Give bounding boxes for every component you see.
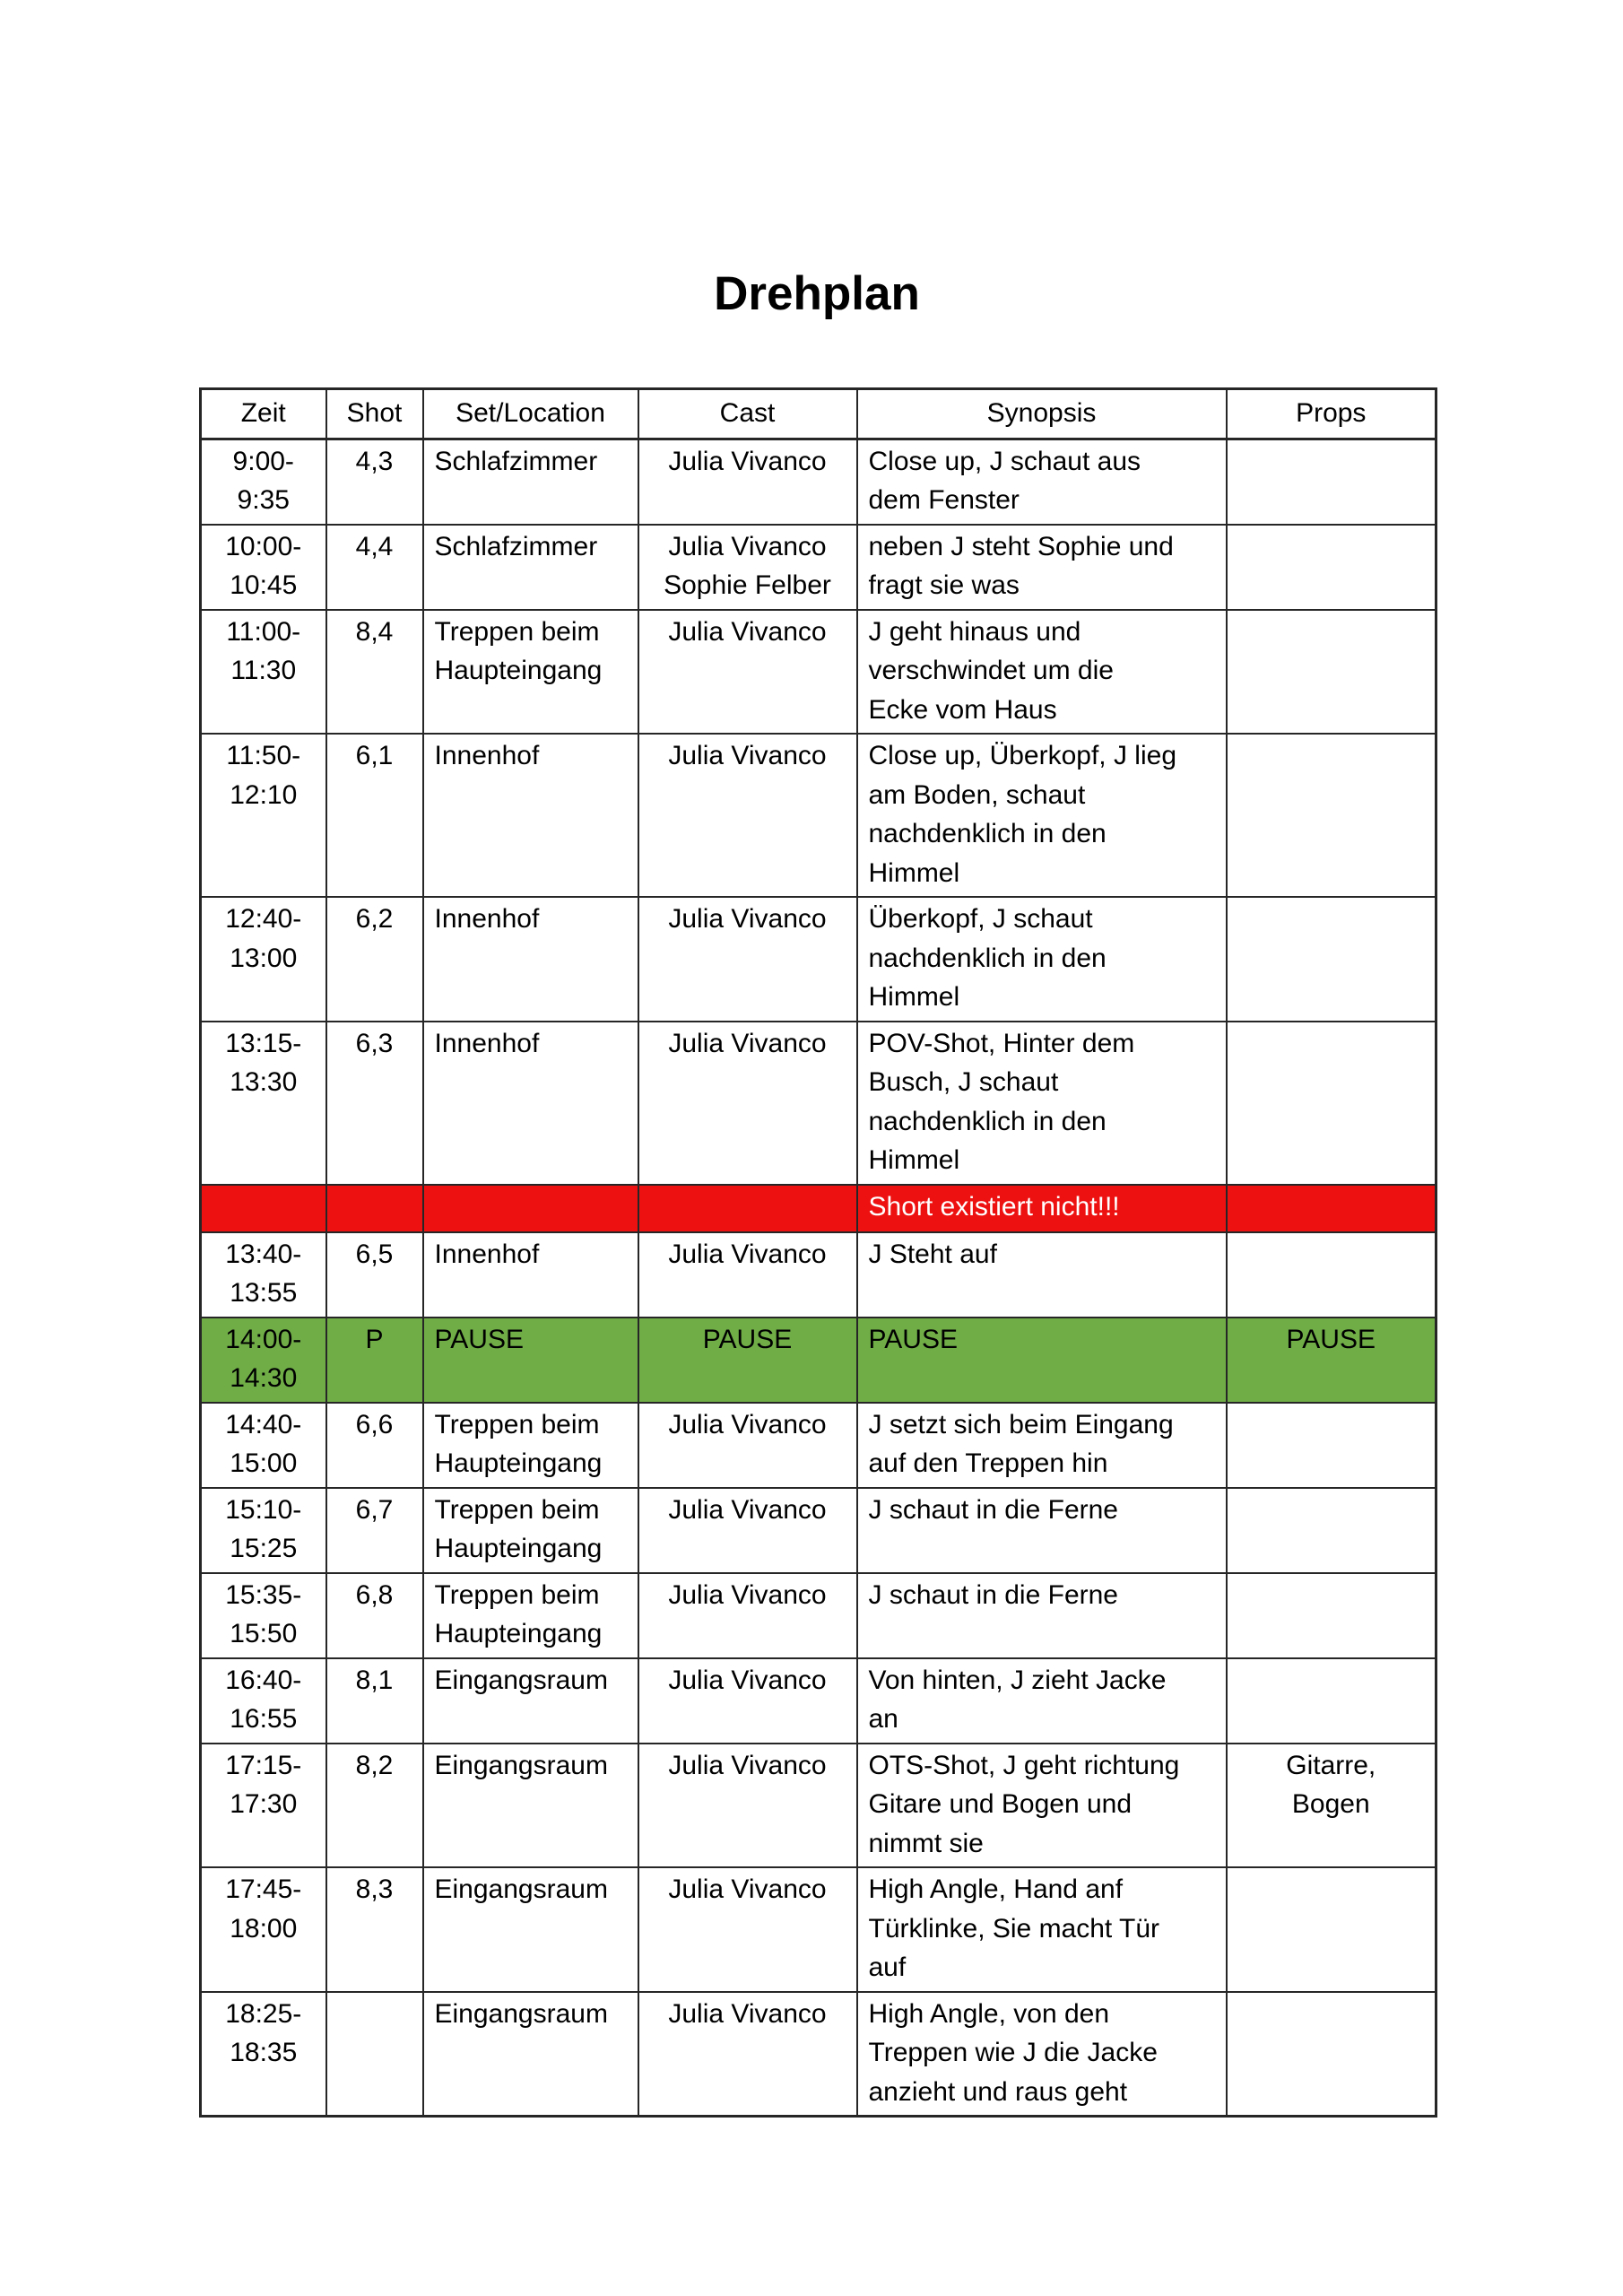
cell-cast: Julia Vivanco [638, 439, 857, 525]
table-row [201, 1992, 1436, 2117]
table-row [201, 1232, 1436, 1318]
cell-synopsis: Short existiert nicht!!! [857, 1185, 1227, 1232]
cell-set: Treppen beim Haupteingang [423, 1573, 638, 1658]
cell-zeit: 12:40- 13:00 [201, 897, 326, 1022]
cell-cast: Julia Vivanco [638, 1658, 857, 1744]
cell-zeit [201, 1185, 326, 1232]
cell-shot: 6,1 [326, 734, 423, 897]
cell-synopsis: PAUSE [857, 1318, 1227, 1403]
cell-props [1227, 1992, 1436, 2117]
table-row [201, 1403, 1436, 1488]
cell-props [1227, 1232, 1436, 1318]
table-row [201, 525, 1436, 610]
cell-shot [326, 1185, 423, 1232]
cell-zeit: 16:40- 16:55 [201, 1658, 326, 1744]
cell-cast: Julia Vivanco [638, 734, 857, 897]
cell-synopsis: J setzt sich beim Eingang auf den Treppen hin [857, 1403, 1227, 1488]
column-header-set: Set/Location [423, 389, 638, 439]
cell-cast: Julia Vivanco [638, 1403, 857, 1488]
table-row [201, 610, 1436, 735]
cell-synopsis: Überkopf, J schaut nachdenklich in den Himmel [857, 897, 1227, 1022]
cell-set: Treppen beim Haupteingang [423, 610, 638, 735]
cell-shot: 6,6 [326, 1403, 423, 1488]
cell-set: Innenhof [423, 1232, 638, 1318]
cell-props [1227, 1867, 1436, 1992]
cell-set: PAUSE [423, 1318, 638, 1403]
cell-shot: 8,1 [326, 1658, 423, 1744]
cell-zeit: 15:10- 15:25 [201, 1488, 326, 1573]
cell-zeit: 10:00- 10:45 [201, 525, 326, 610]
cell-props [1227, 1022, 1436, 1185]
cell-shot: 8,2 [326, 1744, 423, 1868]
cell-set: Eingangsraum [423, 1867, 638, 1992]
cell-shot: 4,4 [326, 525, 423, 610]
cell-shot: 6,2 [326, 897, 423, 1022]
cell-set: Treppen beim Haupteingang [423, 1403, 638, 1488]
column-header-shot: Shot [326, 389, 423, 439]
cell-shot: 6,7 [326, 1488, 423, 1573]
cell-set: Eingangsraum [423, 1744, 638, 1868]
cell-zeit: 13:40- 13:55 [201, 1232, 326, 1318]
cell-zeit: 11:50- 12:10 [201, 734, 326, 897]
cell-shot [326, 1992, 423, 2117]
column-header-cast: Cast [638, 389, 857, 439]
table-head [201, 389, 1436, 439]
table-row [201, 1318, 1436, 1403]
cell-cast [638, 1185, 857, 1232]
cell-synopsis: High Angle, Hand anf Türklinke, Sie macht Tür auf [857, 1867, 1227, 1992]
table-row [201, 734, 1436, 897]
cell-set: Eingangsraum [423, 1658, 638, 1744]
cell-cast: Julia Vivanco Sophie Felber [638, 525, 857, 610]
column-header-zeit: Zeit [201, 389, 326, 439]
cell-cast: PAUSE [638, 1318, 857, 1403]
cell-shot: 6,8 [326, 1573, 423, 1658]
cell-zeit: 17:45- 18:00 [201, 1867, 326, 1992]
table-row [201, 1185, 1436, 1232]
page-title: Drehplan [714, 267, 920, 320]
cell-props: Gitarre, Bogen [1227, 1744, 1436, 1868]
table-row [201, 439, 1436, 525]
cell-shot: 8,4 [326, 610, 423, 735]
cell-props [1227, 897, 1436, 1022]
cell-zeit: 14:00- 14:30 [201, 1318, 326, 1403]
shooting-schedule-table [199, 387, 1437, 2118]
cell-cast: Julia Vivanco [638, 1867, 857, 1992]
cell-synopsis: J Steht auf [857, 1232, 1227, 1318]
cell-set: Schlafzimmer [423, 525, 638, 610]
cell-zeit: 17:15- 17:30 [201, 1744, 326, 1868]
table-row [201, 1488, 1436, 1573]
cell-set [423, 1185, 638, 1232]
cell-props [1227, 439, 1436, 525]
cell-shot: 8,3 [326, 1867, 423, 1992]
cell-zeit: 18:25- 18:35 [201, 1992, 326, 2117]
table-row [201, 1744, 1436, 1868]
cell-set: Innenhof [423, 1022, 638, 1185]
cell-props [1227, 610, 1436, 735]
cell-synopsis: Close up, J schaut aus dem Fenster [857, 439, 1227, 525]
column-header-props: Props [1227, 389, 1436, 439]
cell-set: Treppen beim Haupteingang [423, 1488, 638, 1573]
cell-synopsis: J schaut in die Ferne [857, 1488, 1227, 1573]
cell-cast: Julia Vivanco [638, 1232, 857, 1318]
cell-shot: 6,3 [326, 1022, 423, 1185]
table-row [201, 1573, 1436, 1658]
cell-synopsis: Close up, Überkopf, J lieg am Boden, schaut nachdenklich in den Himmel [857, 734, 1227, 897]
cell-props [1227, 1573, 1436, 1658]
cell-cast: Julia Vivanco [638, 1744, 857, 1868]
cell-zeit: 15:35- 15:50 [201, 1573, 326, 1658]
cell-synopsis: neben J steht Sophie und fragt sie was [857, 525, 1227, 610]
cell-cast: Julia Vivanco [638, 1022, 857, 1185]
cell-cast: Julia Vivanco [638, 897, 857, 1022]
cell-zeit: 14:40- 15:00 [201, 1403, 326, 1488]
cell-synopsis: Von hinten, J zieht Jacke an [857, 1658, 1227, 1744]
cell-zeit: 11:00- 11:30 [201, 610, 326, 735]
cell-set: Schlafzimmer [423, 439, 638, 525]
table-row [201, 897, 1436, 1022]
table-row [201, 1022, 1436, 1185]
cell-shot: P [326, 1318, 423, 1403]
cell-synopsis: J schaut in die Ferne [857, 1573, 1227, 1658]
table-row [201, 1867, 1436, 1992]
cell-props [1227, 1488, 1436, 1573]
cell-props [1227, 1185, 1436, 1232]
cell-cast: Julia Vivanco [638, 610, 857, 735]
table-body [201, 439, 1436, 2117]
cell-set: Eingangsraum [423, 1992, 638, 2117]
cell-props [1227, 734, 1436, 897]
cell-set: Innenhof [423, 897, 638, 1022]
cell-props [1227, 525, 1436, 610]
cell-synopsis: High Angle, von den Treppen wie J die Jacke anzieht und raus geht [857, 1992, 1227, 2117]
table-header-row [201, 389, 1436, 439]
cell-cast: Julia Vivanco [638, 1488, 857, 1573]
cell-synopsis: J geht hinaus und verschwindet um die Ecke vom Haus [857, 610, 1227, 735]
cell-zeit: 9:00- 9:35 [201, 439, 326, 525]
cell-shot: 6,5 [326, 1232, 423, 1318]
cell-shot: 4,3 [326, 439, 423, 525]
cell-props [1227, 1403, 1436, 1488]
column-header-synopsis: Synopsis [857, 389, 1227, 439]
cell-synopsis: POV-Shot, Hinter dem Busch, J schaut nachdenklich in den Himmel [857, 1022, 1227, 1185]
cell-props [1227, 1658, 1436, 1744]
table-row [201, 1658, 1436, 1744]
cell-set: Innenhof [423, 734, 638, 897]
cell-cast: Julia Vivanco [638, 1573, 857, 1658]
cell-synopsis: OTS-Shot, J geht richtung Gitare und Bogen und nimmt sie [857, 1744, 1227, 1868]
cell-zeit: 13:15- 13:30 [201, 1022, 326, 1185]
cell-props: PAUSE [1227, 1318, 1436, 1403]
cell-cast: Julia Vivanco [638, 1992, 857, 2117]
